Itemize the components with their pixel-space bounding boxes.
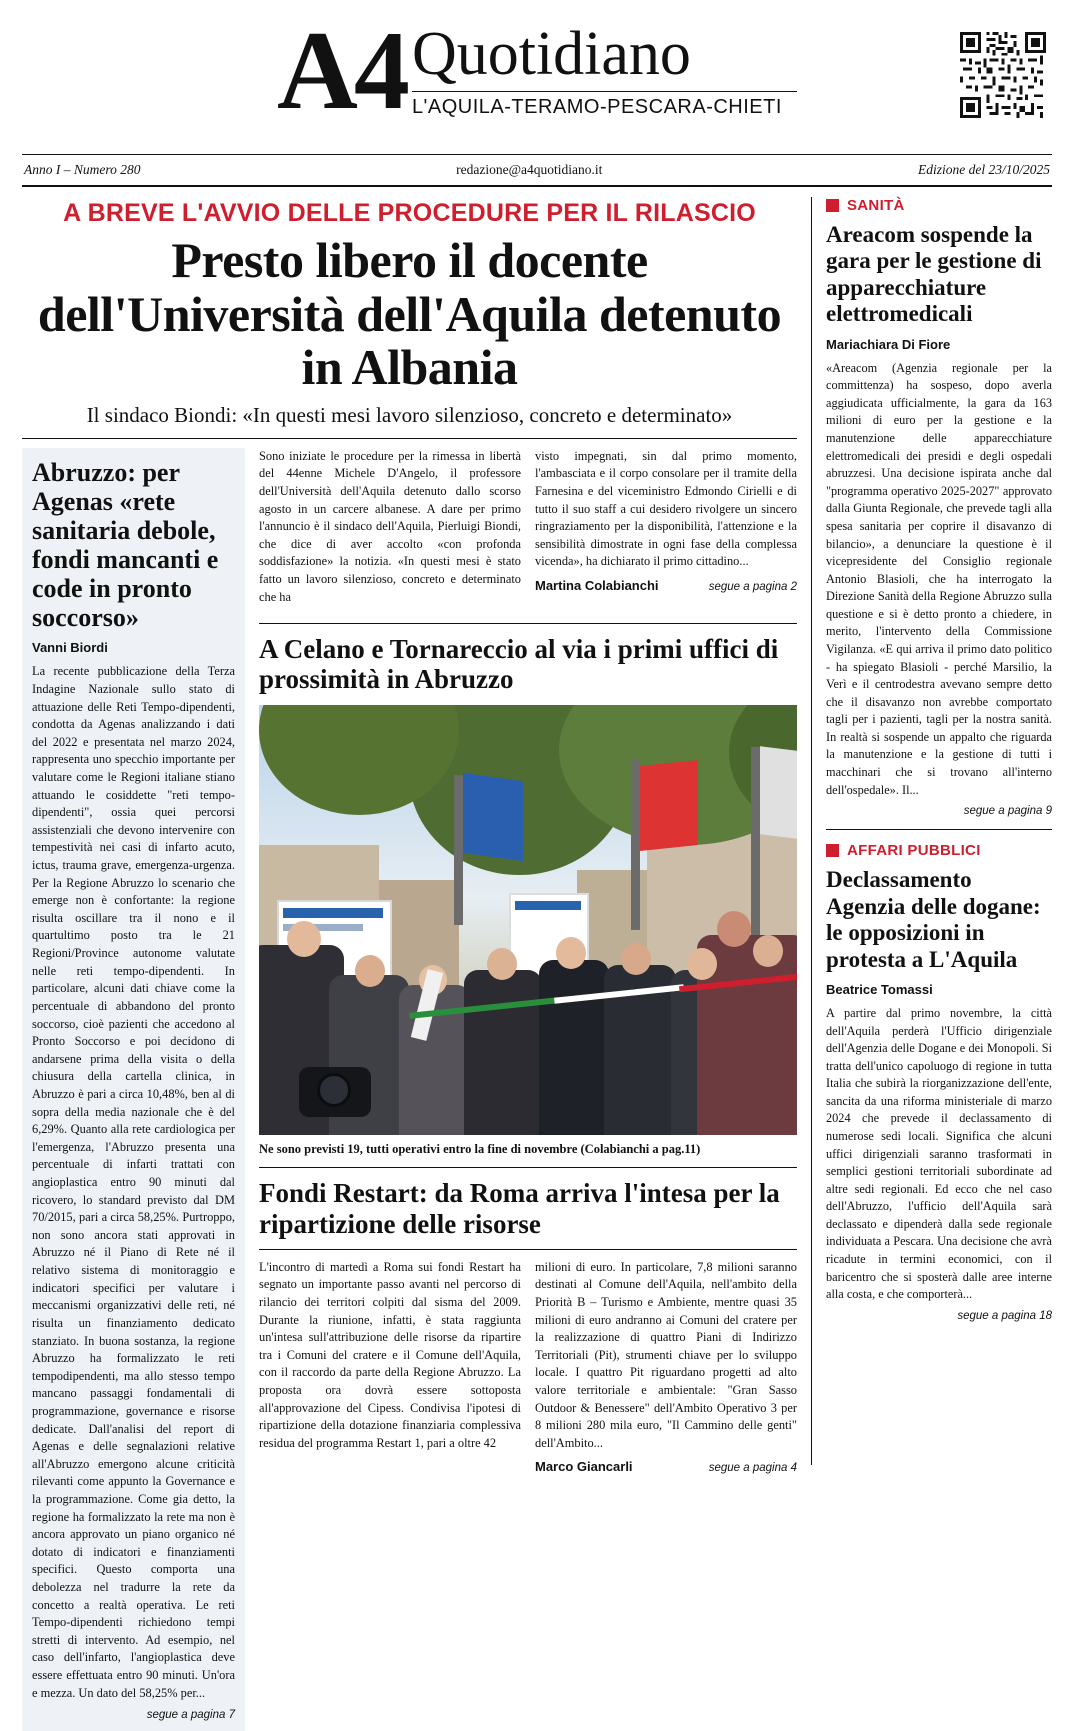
restart-divider [259, 1167, 797, 1168]
tag-square-icon [826, 844, 839, 857]
lead-divider [22, 438, 797, 439]
info-row [22, 155, 1052, 185]
lead-body-2: visto impegnati, sin dal primo momento, l'ambasciata e il corpo consolare per il tramite della Farnesina e del viceministro Edmondo Cirielli e di tutto il suo staff a cui desidero rivolgere un sincero ringraziamento per la disponibilità, l'attenzione e la sensibilità dimostrate in ogni fase della complessa vicenda», ha dichiarato il primo cittadino... [535, 448, 797, 569]
sidebox-body-text: La recente pubblicazione della Terza Indagine Nazionale sullo stato di attuazione delle Reti Tempo-dipendenti, condotta da Agenas analizzando i dati del 2022 e presentata nel marzo 2024, rappresenta uno specchio importante per valutare come le Regioni italiane stiano attuando le cosiddette "reti tempo-dipendenti", ossia quei percorsi assistenziali che devono intervenire con tempestività nei casi di infarto acuto, ictus, trauma grave, emergenza-urgenza. Per la Regione Abruzzo lo scenario che emerge non è confortante: la regione risulta oscillare tra il nono e il quartultimo posto tra le 21 Regioni/Province autonome valutate nelle reti tempo-dipendenti. In particolare, alcuni dati chiave come la percentuale di abbandono del pronto soccorso, cioè pazienti che accedono al Pronto Soccorso e poi decidono di andarsene prima della visita o della chiusura della cartella clinica, in Abruzzo è pari a circa 10,48%, ben al di sopra della media nazionale che è del 6,29%. Quanto alla rete cardiologica per l'emergenza, l'Abruzzo presenta una percentuale di infarti trattati con angioplastica entro 90 minuti dal ricovero, lo standard previsto dal DM 70/2015, pari a circa 58,25%. Purtroppo, non sono ancora stati approvati in Abruzzo né il Piano di Rete né il relativo sistema di monitoraggio e indicatori specifici per valutare i meccanismi organizzativi delle reti, né risulta un finanziamento dedicato stanziato. In buona sostanza, la regione Abruzzo ha formalizzato le reti tempodipendenti, ma allo stesso tempo mancano passaggi fondamentali di programmazione, governance e risorse dedicate. Dall'analisi del report di Agenas e delle segnalazioni relative all'Abruzzo emergono alcune criticità rilevanti come appunto la Governance e la programmazione. Come gia detto, la regione ha formalizzato la rete ma non è ancora approvato un piano organico né dotato di indicatori e finanziamenti specifici. Questo comporta una debolezza nel tradurre la rete da concetto a realtà operativa. Le reti Tempo-dipendenti richiedono tempi stretti di intervento. Ad esempio, nel caso dell'infarto, l'angioplastica deve essere effettuata entro 90 minuti. Un'ora e mezza. Un dato del 58,25% per... [32, 664, 235, 1700]
rail-tag-sanita[interactable] [826, 197, 1052, 214]
restart-body-2: milioni di euro. In particolare, 7,8 milioni saranno destinati al Comune dell'Aquila, nell'ambito della Priorità B – Turismo e Ambiente, mentre quasi 35 milioni di euro andranno ai Comuni del cratere per la realizzazione di quattro Piani di Indirizzo Territoriali (Pit), strumenti chiave per lo sviluppo locale. I quattro Pit riguardano progetti ad alto valore territoriale e ambientale: "Gran Sasso Outdoor & Benessere" dell'Ambito Operativo 3 per 8 milioni 280 mila euro, "Il Cammino delle genti" dell'Ambito... [535, 1259, 797, 1450]
highlight-divider [259, 623, 797, 624]
main-column [22, 197, 812, 1722]
rail-segue-affari[interactable]: segue a pagina 18 [957, 1309, 1052, 1322]
restart-title[interactable]: Fondi Restart: da Roma arriva l'intesa per la ripartizione delle risorse [259, 1178, 780, 1239]
restart-columns [259, 1259, 797, 1475]
highlight-caption: Ne sono previsti 19, tutti operativi entro la fine di novembre (Colabianchi a pag.11) [259, 1141, 701, 1156]
rail-tag-label-affari: AFFARI PUBBLICI [847, 842, 981, 860]
sidebox-body [32, 663, 235, 1702]
info-rule-bottom [22, 185, 1052, 187]
rail-author-affari: Beatrice Tomassi [826, 981, 933, 997]
sidebox-article[interactable] [22, 448, 245, 1731]
rail-body-text-affari: A partire dal primo novembre, la città dell'Aquila perderà l'Ufficio dirigenziale dell'Agenzia delle Dogane e dei Monopoli. Si tratta dell'unico capoluogo di regione in tutta Italia che subirà la riorganizzazione dell'ente, sancita da una riforma ministeriale di marzo 2024 che prevede il declassamento di numerose sedi locali. Significa che alcuni uffici dirigenziali saranno trasformati in semplici gestioni territoriali subordinate ad altre sedi regionali. Ed ecco che nel caso dell'Abruzzo, l'ufficio dell'Aquila sarà declassato e dipenderà dalla sede regionale individuata a Pescara. Una decisione che avrà ricadute in termini economici, con il baricentro che si sposterà dalle aree interne alla costa, e che comporterà... [826, 1005, 1052, 1302]
qr-code-icon[interactable] [960, 32, 1046, 118]
rail-article-affari[interactable] [826, 842, 1052, 1322]
lead-subheadline: Il sindaco Biondi: «In questi mesi lavoro silenzioso, concreto e determinato» [86, 402, 733, 427]
right-rail [812, 197, 1052, 1465]
lead-byline-row [535, 578, 797, 593]
lead-columns [22, 448, 797, 1731]
tag-square-icon [826, 199, 839, 212]
lead-body-columns [259, 448, 797, 613]
rail-tag-affari[interactable] [826, 842, 1052, 859]
contact-email[interactable]: redazione@a4quotidiano.it [456, 162, 603, 177]
rail-title-sanita[interactable]: Areacom sospende la gara per le gestione di apparecchiature elettromedicali [826, 222, 1042, 327]
restart-body-1: L'incontro di martedì a Roma sui fondi Restart ha segnato un importante passo avanti nel percorso di rilancio dei territori colpiti dal sisma del 2009. Durante la riunione, infatti, è stata raggiunta un'intesa sull'attribuzione delle risorse da ripartire tra i Comuni del cratere e il Comune dell'Aquila, con il raccordo da parte della Regione Abruzzo. La proposta ora dovrà essere sottoposta all'approvazione del Cipess. Condivisa l'ipotesi di ripartizione della dotazione finanziaria complessiva residua del programma Restart 1, pari a oltre 42 [259, 1259, 521, 1450]
sidebox-title[interactable]: Abruzzo: per Agenas «rete sanitaria debole, fondi mancanti e code in pronto soccorso» [32, 457, 219, 633]
restart-byline-row [535, 1459, 797, 1474]
restart-segue[interactable]: segue a pagina 4 [708, 1462, 797, 1475]
masthead-center [22, 9, 1052, 133]
page-grid [22, 197, 1052, 1722]
rail-body-text-sanita: «Areacom (Agenzia regionale per la committenza) ha sospeso, dopo averla aggiudicata ufficialmente, la gara da 163 milioni di euro per la gestione e la manutenzione delle apparecchiature elettromedicali dei presidi e degli ospedali abruzzesi. Una decisione ispirata anche dal "programma operativo 2025-2027" approvato dalla Giunta Regionale, che prevede tagli alla spesa sanitaria per coprire il disavanzo di bilancio», a denunciare la questione è il vicepresidente del Consiglio regionale Antonio Blasioli, che ha interrogato la Direzione Sanità della Regione Abruzzo sulla questione e si è detto pronto a chiedere, in merito, l'intervento della Commissione Vigilanza. «E qui arriva il primo dato politico - ha spiegato Blasioli - perché Marsilio, la Verì e il centrodestra avevano sempre detto che il disavanzo non avrebbe comportato tagli per i pazienti, tagli per la nostra sanità. In realtà si sospende un appalto che riguarda la manutenzione e la gestione di tutti i macchinari che si trovano all'interno dell'ospedale». Il... [826, 360, 1052, 797]
highlight-photo [259, 705, 797, 1135]
rail-title-affari[interactable]: Declassamento Agenzia delle dogane: le opposizioni in protesta a L'Aquila [826, 867, 1041, 972]
restart-author: Marco Giancarli [535, 1459, 633, 1475]
sidebox-column [22, 448, 245, 1731]
restart-rule [259, 1249, 797, 1250]
highlight-title[interactable]: A Celano e Tornareccio al via i primi uffici di prossimità in Abruzzo [259, 634, 779, 695]
stories-column [259, 448, 797, 1731]
lead-body-1: Sono iniziate le procedure per la rimessa in libertà del 44enne Michele D'Angelo, il professore dell'Università dell'Aquila detenuto dallo scorso agosto in un carcere albanese. A dare per primo l'annuncio è il sindaco dell'Aquila, Pierluigi Biondi, che dice di aver accolto «con profonda soddisfazione» la notizia. «In questi mesi è stato fatto un lavoro silenzioso, concreto e determinato che ha [259, 448, 521, 604]
lead-body-col-1 [259, 448, 521, 613]
masthead-logo: A4 [277, 9, 406, 133]
restart-col-2 [535, 1259, 797, 1475]
masthead-wordmark [411, 20, 797, 119]
rail-author-sanita: Mariachiara Di Fiore [826, 336, 951, 352]
lead-kicker: A BREVE L'AVVIO DELLE PROCEDURE PER IL RILASCIO [63, 199, 756, 227]
rail-segue-sanita[interactable]: segue a pagina 9 [963, 805, 1052, 818]
rail-divider [826, 829, 1052, 830]
sidebox-segue[interactable]: segue a pagina 7 [146, 1709, 235, 1722]
lead-headline[interactable]: Presto libero il docente dell'Università dell'Aquila detenuto in Albania [37, 232, 782, 395]
masthead-word: Quotidiano [411, 20, 691, 89]
edition-date: Edizione del 23/10/2025 [917, 162, 1050, 177]
rail-article-sanita[interactable] [826, 197, 1052, 817]
sidebox-author: Vanni Biordi [32, 640, 108, 656]
rail-tag-label: SANITÀ [847, 197, 905, 214]
masthead-subtitle: L'AQUILA-TERAMO-PESCARA-CHIETI [411, 96, 782, 119]
lead-author: Martina Colabianchi [535, 577, 659, 593]
lead-segue[interactable]: segue a pagina 2 [708, 580, 797, 593]
masthead-title-line [22, 9, 1052, 133]
lead-body-col-2 [535, 448, 797, 613]
rail-body-sanita [826, 360, 1052, 799]
rail-body-affari [826, 1005, 1052, 1304]
issue-number: Anno I – Numero 280 [24, 162, 141, 177]
masthead [22, 9, 1052, 150]
restart-col-1 [259, 1259, 521, 1475]
masthead-divider [412, 91, 797, 92]
